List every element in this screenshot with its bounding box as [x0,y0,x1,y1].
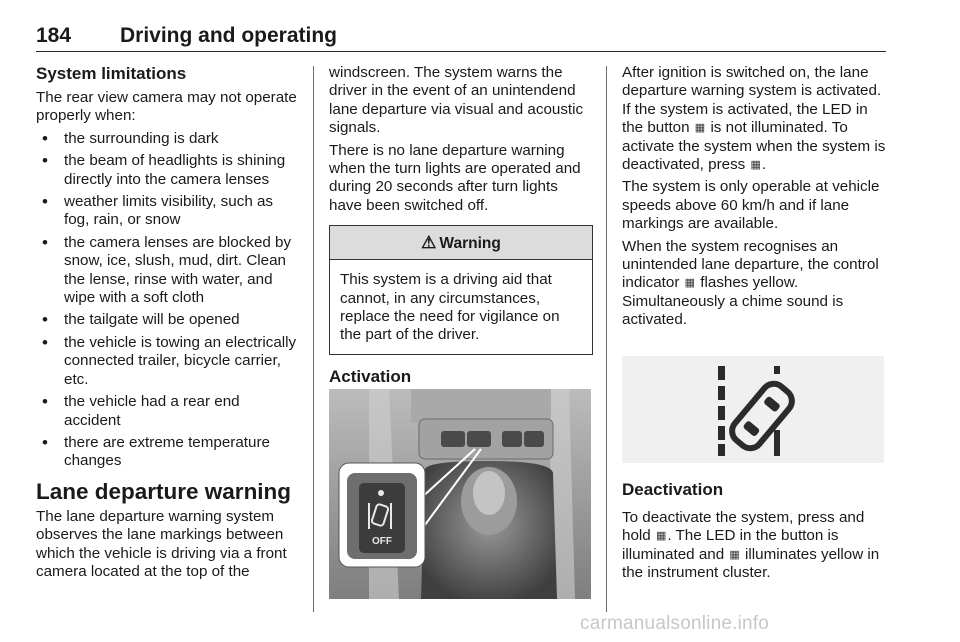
deactivation-heading: Deactivation [622,480,724,499]
camera-intro: The rear view camera may not operate properly when: [36,89,297,125]
list-item: • weather limits visibility, such as fog, rain, or snow [36,193,300,230]
windscreen-paragraph: windscreen. The system warns the driver in the event of an unintendend lane departure via visual and acoustic signals. [329,64,584,137]
lane-departure-indicator-figure [622,356,884,463]
lane-departure-indicator-icon: ▦ [684,277,696,290]
list-item: • the camera lenses are blocked by snow, ice, slush, mud, dirt. Clean the lense, rinse with water, and wipe with a soft cloth [36,234,300,308]
lane-button-icon: ▦ [694,122,706,135]
lane-button-icon: ▦ [729,548,740,561]
limitations-list [36,130,300,471]
lane-departure-intro: The lane departure warning system observes the lane markings between which the vehicle is driving via a front camera located at the top of the [36,507,287,580]
system-limitations-heading: System limitations [36,64,187,83]
warning-title: Warning [439,235,501,253]
console-photo [329,389,591,599]
lane-button-icon: ▦ [655,530,667,543]
list-item: • the tailgate will be opened [36,311,300,329]
column-divider [606,66,607,612]
deactivation-section [622,480,886,587]
activation-heading: Activation [329,366,412,386]
deactivation-paragraph: To deactivate the system, press and hold ▦. The LED in the button is illuminated and ▦ illuminates yellow in the instrument cluster. [622,509,880,582]
page-header [36,22,886,54]
list-item: • the surrounding is dark [36,130,300,148]
watermark-text: carmanualsonline.info [580,613,770,634]
speed-paragraph: The system is only operable at vehicle speeds above 60 km/h and if lane markings are available. [622,178,880,233]
list-item: • the vehicle had a rear end accident [36,393,300,430]
turn-lights-paragraph: There is no lane departure warning when the turn lights are operated and during 20 seconds after turn lights have been switched off. [329,141,581,214]
right-column [622,64,886,334]
warning-triangle-icon: ⚠ [421,233,437,253]
list-item: • there are extreme temperature changes [36,434,300,471]
chapter-title: Driving and operating [120,24,338,47]
list-item: • the beam of headlights is shining directly into the camera lenses [36,152,300,189]
column-divider [313,66,314,612]
lane-departure-heading: Lane departure warning [36,478,292,504]
header-rule [36,51,886,52]
warning-indicator-paragraph: When the system recognises an unintended lane departure, the control indicator ▦ flashes yellow. Simultaneously a chime sound is activated. [622,237,879,329]
list-item: • the vehicle is towing an electrically connected trailer, bicycle carrier, etc. [36,334,300,389]
warning-box [329,225,593,355]
middle-column [329,64,593,392]
lane-button-icon: ▦ [750,159,761,172]
activation-paragraph: After ignition is switched on, the lane departure warning system is activated. If the system is activated, the LED in the button ▦ is not illuminated. To activate the system when the system is deactivated, press ▦. [622,64,886,174]
off-label: OFF [372,536,392,547]
warning-text: This system is a driving aid that cannot, in any circumstances, replace the need for vigilance on the part of the driver. [340,271,560,344]
left-column [36,64,300,585]
page-number: 184 [36,24,72,47]
warning-header [330,226,592,260]
